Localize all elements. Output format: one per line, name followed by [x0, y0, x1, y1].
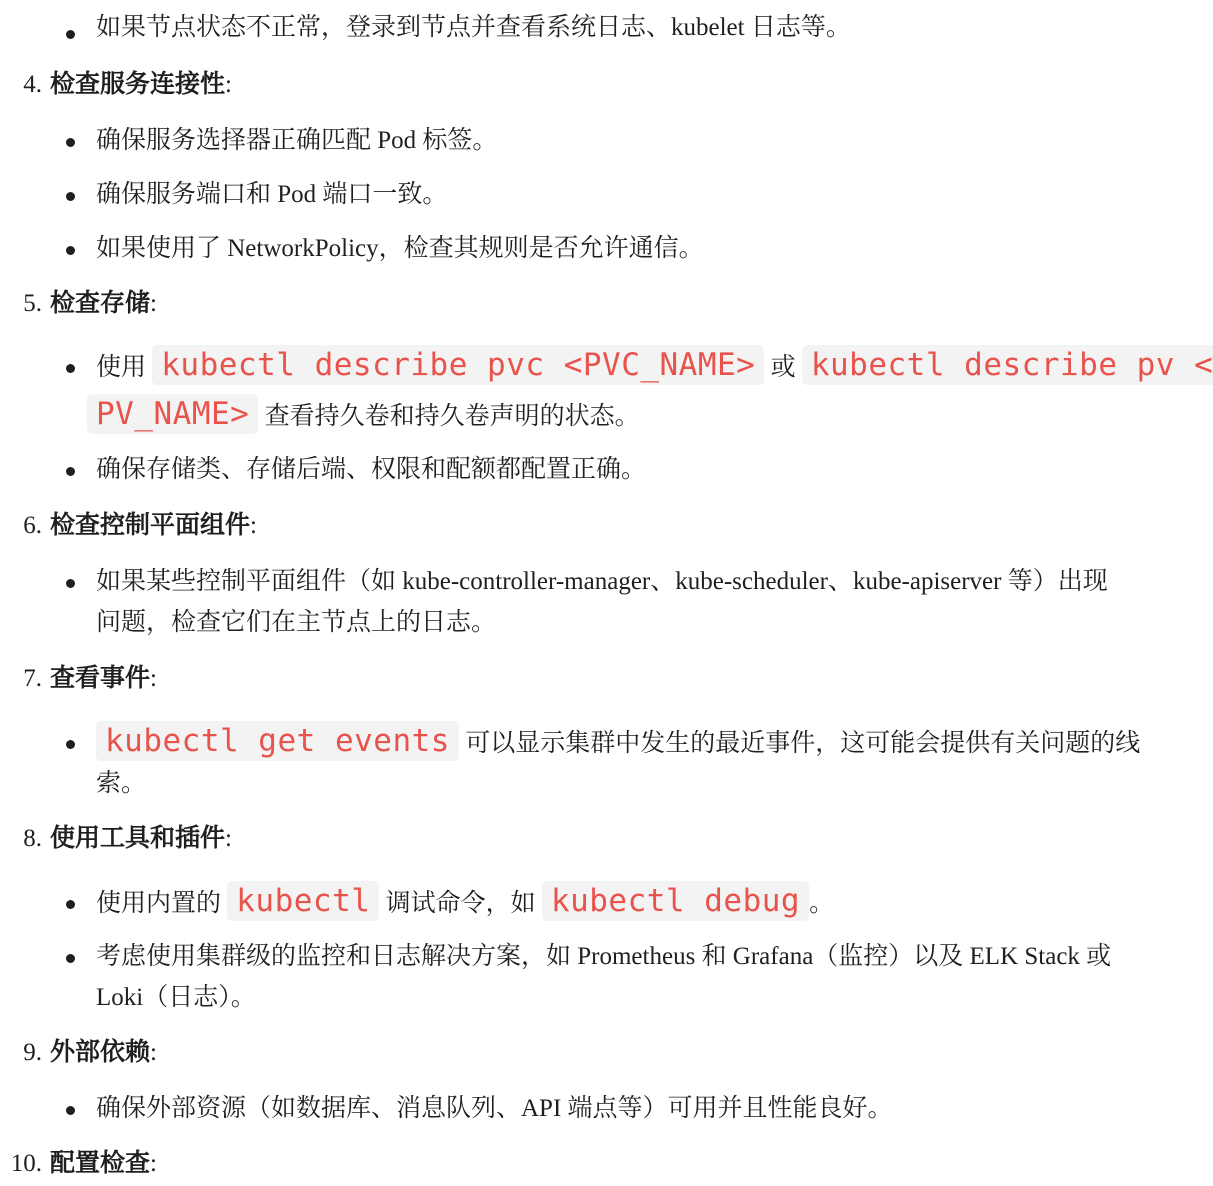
section-title: 检查存储:	[50, 290, 157, 317]
list-item-text: 确保服务端口和 Pod 端口一致。	[96, 181, 448, 208]
bullet-dot	[66, 579, 75, 588]
section-title: 外部依赖:	[50, 1039, 157, 1066]
list-item-text: 确保存储类、存储后端、权限和配额都配置正确。	[96, 456, 647, 483]
bullet-dot	[66, 138, 75, 147]
list-item-text: 考虑使用集群级的监控和日志解决方案，如 Prometheus 和 Grafana（监控）以及 ELK Stack 或	[96, 943, 1112, 970]
bullet-dot	[66, 954, 75, 963]
inline-code: PV_NAME>	[87, 394, 258, 434]
section-number: 7.	[23, 665, 42, 692]
list-item-text: 问题，检查它们在主节点上的日志。	[96, 609, 497, 636]
list-item-text: 确保外部资源（如数据库、消息队列、API 端点等）可用并且性能良好。	[96, 1095, 893, 1122]
bullet-dot	[66, 192, 75, 201]
inline-code: kubectl debug	[542, 881, 809, 921]
section-number: 5.	[23, 290, 42, 317]
list-item-text: 如果某些控制平面组件（如 kube-controller-manager、kube-scheduler、kube-apiserver 等）出现	[96, 568, 1108, 595]
bullet-dot	[66, 1106, 75, 1115]
inline-code: kubectl describe pvc <PVC_NAME>	[152, 345, 764, 385]
section-title: 检查服务连接性:	[50, 71, 232, 98]
list-item-text: 确保服务选择器正确匹配 Pod 标签。	[96, 127, 498, 154]
section-title: 使用工具和插件:	[50, 825, 232, 852]
bullet-dot	[66, 364, 75, 373]
list-item-text: 调试命令，如	[385, 890, 536, 917]
section-number: 8.	[23, 825, 42, 852]
section-number: 10.	[10, 1150, 42, 1177]
bullet-dot	[66, 30, 75, 39]
bullet-dot	[66, 900, 75, 909]
inline-code: kubectl describe pv <	[802, 345, 1213, 385]
list-item-text: 使用 kubectl describe pvc <PVC_NAME> 或 kubectl describe pv <	[96, 343, 1213, 387]
document-page: 如果节点状态不正常，登录到节点并查看系统日志、kubelet 日志等。 4. 检查服务连接性: 确保服务选择器正确匹配 Pod 标签。 确保服务端口和 Pod 端口一致。 如果使用了 NetworkPolicy，检查其规则是否允许通信。 5. 检查存储: 使用 kubectl describe pvc <PVC_NAME> 或 kubectl describe pv < PV_NAME> 查看持久卷和持久卷声明的状态。 确保存储类、存储后端、权限和配额都配置正确。 6. 检查控制平面组件: 如果某些控制平面组件（如 kube-controller-manager、kube-scheduler、kube-apiserver 等）出现 问题，检查它们在主节点上的日志。 7. 查看事件: kubectl get events 可以显示集群中发生的最近事件，这可能会提供有关问题的线 索。 8. 使用工具和插件: 使用内置的 kubectl 调试命令，如 kubectl debug 。 考虑使用集群级的监控和日志解决方案，如 Prometheus 和 Grafana（监控）以及 ELK Stack 或 Loki（日志）。 9. 外部依赖: 确保外部资源（如数据库、消息队列、API 端点等）可用并且性能良好。 10. 配置检查:	[0, 0, 1213, 1185]
list-item-text: Loki（日志）。	[96, 984, 256, 1011]
inline-code: kubectl get events	[96, 721, 459, 761]
list-item-text: 查看持久卷和持久卷声明的状态。	[264, 403, 640, 430]
list-item-text: 如果节点状态不正常，登录到节点并查看系统日志、kubelet 日志等。	[96, 14, 851, 41]
list-item-text: 使用内置的	[96, 890, 222, 917]
list-item-text: 如果使用了 NetworkPolicy，检查其规则是否允许通信。	[96, 235, 704, 262]
section-title: 查看事件:	[50, 665, 157, 692]
list-item-text: 索。	[96, 770, 147, 797]
section-title: 检查控制平面组件:	[50, 512, 257, 539]
inline-code: kubectl	[227, 881, 379, 921]
bullet-dot	[66, 246, 75, 255]
section-title: 配置检查:	[50, 1150, 157, 1177]
section-number: 9.	[23, 1039, 42, 1066]
bullet-dot	[66, 740, 75, 749]
section-number: 4.	[23, 71, 42, 98]
list-item-text: 可以显示集群中发生的最近事件，这可能会提供有关问题的线	[465, 730, 1141, 757]
bullet-dot	[66, 467, 75, 476]
section-number: 6.	[23, 512, 42, 539]
